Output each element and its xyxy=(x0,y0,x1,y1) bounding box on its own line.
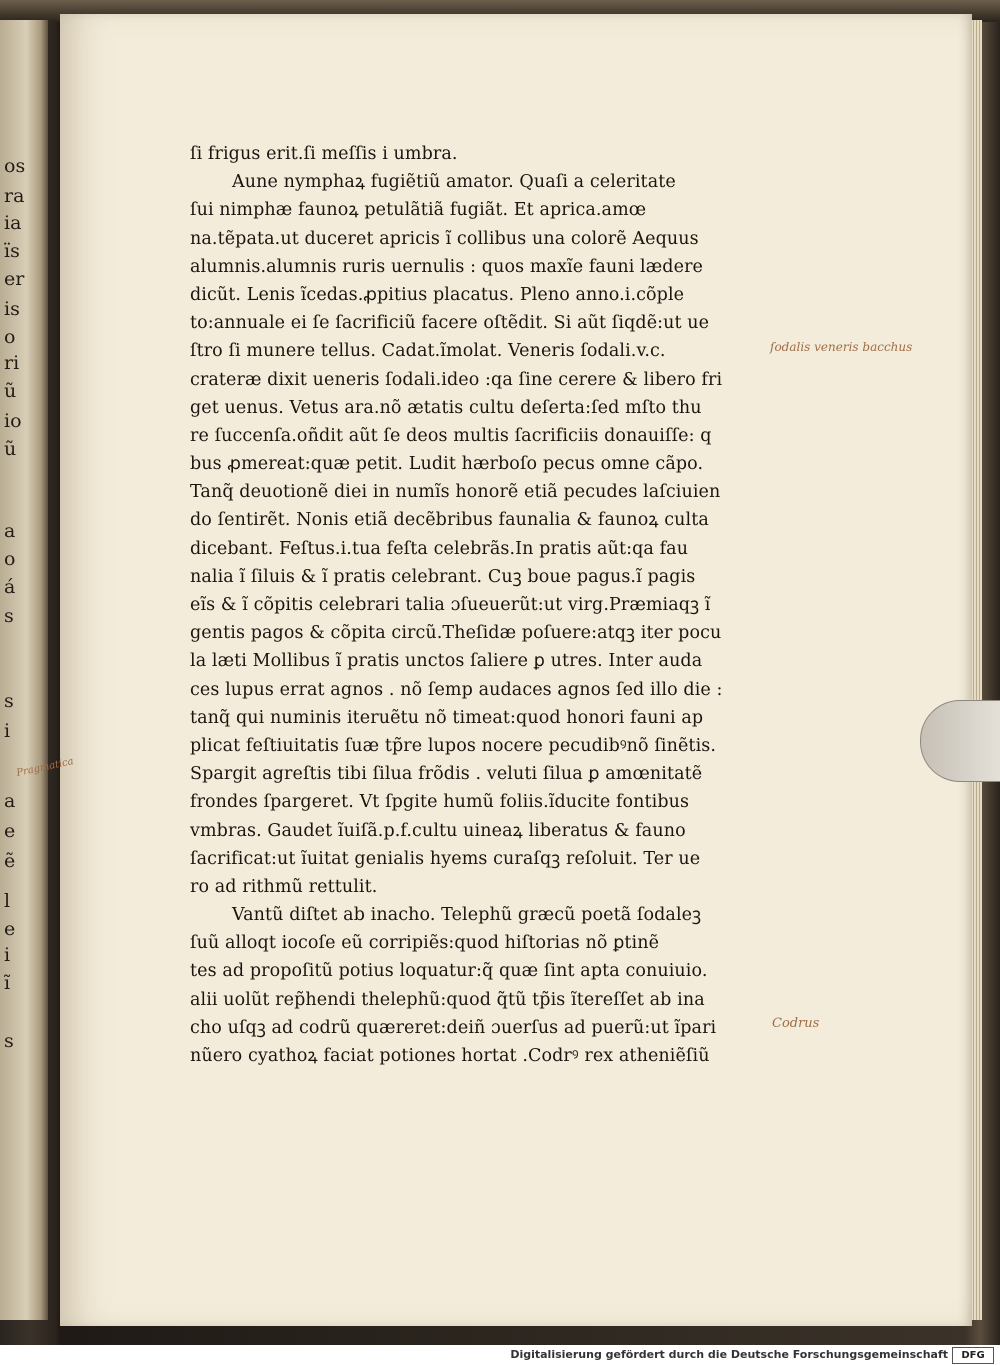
text-line: eĩs & ĩ cõpitis celebrari talia ɔſueuerũt:ut virg.Præmiaqꝫ ĩ xyxy=(190,595,711,615)
left-page-text-fragment: a xyxy=(4,790,16,812)
text-line: cho uſqꝫ ad codrũ quæreret:deiñ ɔuerſus ad puerũ:ut ĩpari xyxy=(190,1017,717,1038)
text-line: to:annuale ei ſe ſacrificiũ facere oſtẽdit. Si aũt ſiqdẽ:ut ue xyxy=(190,313,710,334)
text-line: nalia ĩ ſiluis & ĩ pratis celebrant. Cuꝫ boue pagus.ĩ pagis xyxy=(190,566,696,587)
left-page-text-fragment: á xyxy=(4,576,16,598)
left-page-text-fragment: ri xyxy=(4,352,20,374)
footer-bar xyxy=(0,1345,1000,1365)
text-line: get uenus. Vetus ara.nõ ætatis cultu deſerta:ſed mſto thu xyxy=(190,397,702,418)
text-line: ſi frigus erit.ſi meſſis i umbra. xyxy=(190,144,458,164)
left-page-text-fragment: ĩ xyxy=(4,972,11,994)
marginal-note: Codrus xyxy=(772,1016,820,1031)
text-line: gentis pagos & cõpita circũ.Theſidæ poſuere:atqꝫ iter pocu xyxy=(190,623,722,644)
left-page-text-fragment: is xyxy=(4,298,20,320)
text-line: ces lupus errat agnos . nõ ſemp audaces agnos ſed illo die : xyxy=(190,679,723,700)
text-line: re ſuccenſa.oñdit aũt ſe deos multis ſacrificiis donauiſſe: q xyxy=(190,425,712,446)
text-line: vmbras. Gaudet ĩuiſã.p.f.cultu uineaꝝ liberatus & fauno xyxy=(190,820,686,841)
left-page-text-fragment: o xyxy=(4,326,16,348)
marginal-note: Pragmatica xyxy=(15,756,75,779)
text-line: nũero cyathoꝝ faciat potiones hortat .Codrꝰ rex atheniẽſiũ xyxy=(190,1046,710,1066)
left-page-text-fragment: s xyxy=(4,605,14,627)
text-line: Vantũ diſtet ab inacho. Telephũ græcũ poetã ſodaleꝫ xyxy=(232,905,702,926)
text-line: ſtro ſi munere tellus. Cadat.ĩmolat. Veneris ſodali.v.c. xyxy=(190,341,666,362)
left-page-text-fragment: o xyxy=(4,548,16,570)
left-page-text-fragment: s xyxy=(4,690,14,712)
text-line: do ſentirẽt. Nonis etiã decẽbribus faunalia & faunoꝝ culta xyxy=(190,510,709,531)
left-page-text-fragment: l xyxy=(4,890,11,912)
text-line: Spargit agreſtis tibi ſilua frõdis . veluti ſilua ꝑ amœnitatẽ xyxy=(190,764,703,785)
text-line: ro ad rithmũ rettulit. xyxy=(190,876,378,897)
left-page-text-fragment: a xyxy=(4,520,16,542)
left-page-text-fragment: ia xyxy=(4,212,22,234)
left-page-text-fragment: i xyxy=(4,720,11,742)
left-page-text-fragment: ẽ xyxy=(4,850,16,872)
dfg-logo: DFG xyxy=(952,1347,994,1364)
text-line: ſuũ alloqt iocoſe eũ corripiẽs:quod hiſtorias nõ ꝑtinẽ xyxy=(190,933,660,954)
left-page-text-fragment: ïs xyxy=(4,240,20,262)
text-line: bus ꝓmereat:quæ petit. Ludit hærboſo pecus omne cãpo. xyxy=(190,454,704,475)
text-line: Tanq̃ deuotionẽ diei in numĩs honorẽ etiã pecudes laſciuien xyxy=(190,482,721,503)
left-page-text-fragment: ra xyxy=(4,185,25,207)
left-page-text-fragment: i xyxy=(4,944,11,966)
text-line: alumnis.alumnis ruris uernulis : quos maxĩe fauni lædere xyxy=(190,256,703,277)
text-line: plicat feſtiuitatis ſuæ tp̃re lupos nocere pecudibꝰnõ ſinẽtis. xyxy=(190,735,717,756)
marginal-note: ſodalis veneris bacchus xyxy=(770,340,913,354)
left-page-text-fragment: er xyxy=(4,268,25,290)
text-line: tes ad propoſitũ potius loquatur:q̃ quæ ſint apta conuiuio. xyxy=(190,961,708,982)
left-page-text-fragment: io xyxy=(4,410,22,432)
text-line: crateræ dixit ueneris ſodali.ideo :qa ſine cerere & libero fri xyxy=(190,369,723,390)
text-line: ſui nimphæ faunoꝝ petulãtiã fugiãt. Et aprica.amœ xyxy=(190,200,647,221)
text-line: frondes ſpargeret. Vt ſpgite humũ foliis.ĩducite fontibus xyxy=(190,792,690,813)
left-page-text-fragment: ũ xyxy=(4,438,17,460)
page-text-block xyxy=(190,140,770,1070)
left-page-text-fragment: os xyxy=(4,155,26,177)
footer-credit: Digitalisierung gefördert durch die Deutsche Forschungsgemeinschaft xyxy=(510,1348,948,1361)
text-line: tanq̃ qui numinis iteruẽtu nõ timeat:quod honori fauni ap xyxy=(190,707,704,728)
text-line: ſacrificat:ut ĩuitat genialis hyems curaſqꝫ reſoluit. Ter ue xyxy=(190,848,701,869)
text-line: la læti Mollibus ĩ pratis unctos ſaliere ꝑ utres. Inter auda xyxy=(190,651,703,672)
left-page-text-fragment: e xyxy=(4,918,16,940)
text-line: Aune nymphaꝝ fugiẽtiũ amator. Quaſi a celeritate xyxy=(232,172,676,193)
left-page-text-fragment: ũ xyxy=(4,380,17,402)
text-line: dicebant. Feſtus.i.tua feſta celebrãs.In pratis aũt:qa fau xyxy=(190,538,689,559)
left-page-text-fragment: e xyxy=(4,820,16,842)
text-line: alii uolũt rep̃hendi thelephũ:quod q̃tũ tp̃is ĩtereſſet ab ina xyxy=(190,989,705,1010)
bookmark-clip xyxy=(920,700,1000,782)
text-line: na.tẽpata.ut duceret apricis ĩ collibus una colorẽ Aequus xyxy=(190,228,699,249)
left-page-text-fragment: s xyxy=(4,1030,14,1052)
text-line: dicũt. Lenis ĩcedas.ꝓpitius placatus. Pleno anno.i.cõple xyxy=(190,284,685,305)
